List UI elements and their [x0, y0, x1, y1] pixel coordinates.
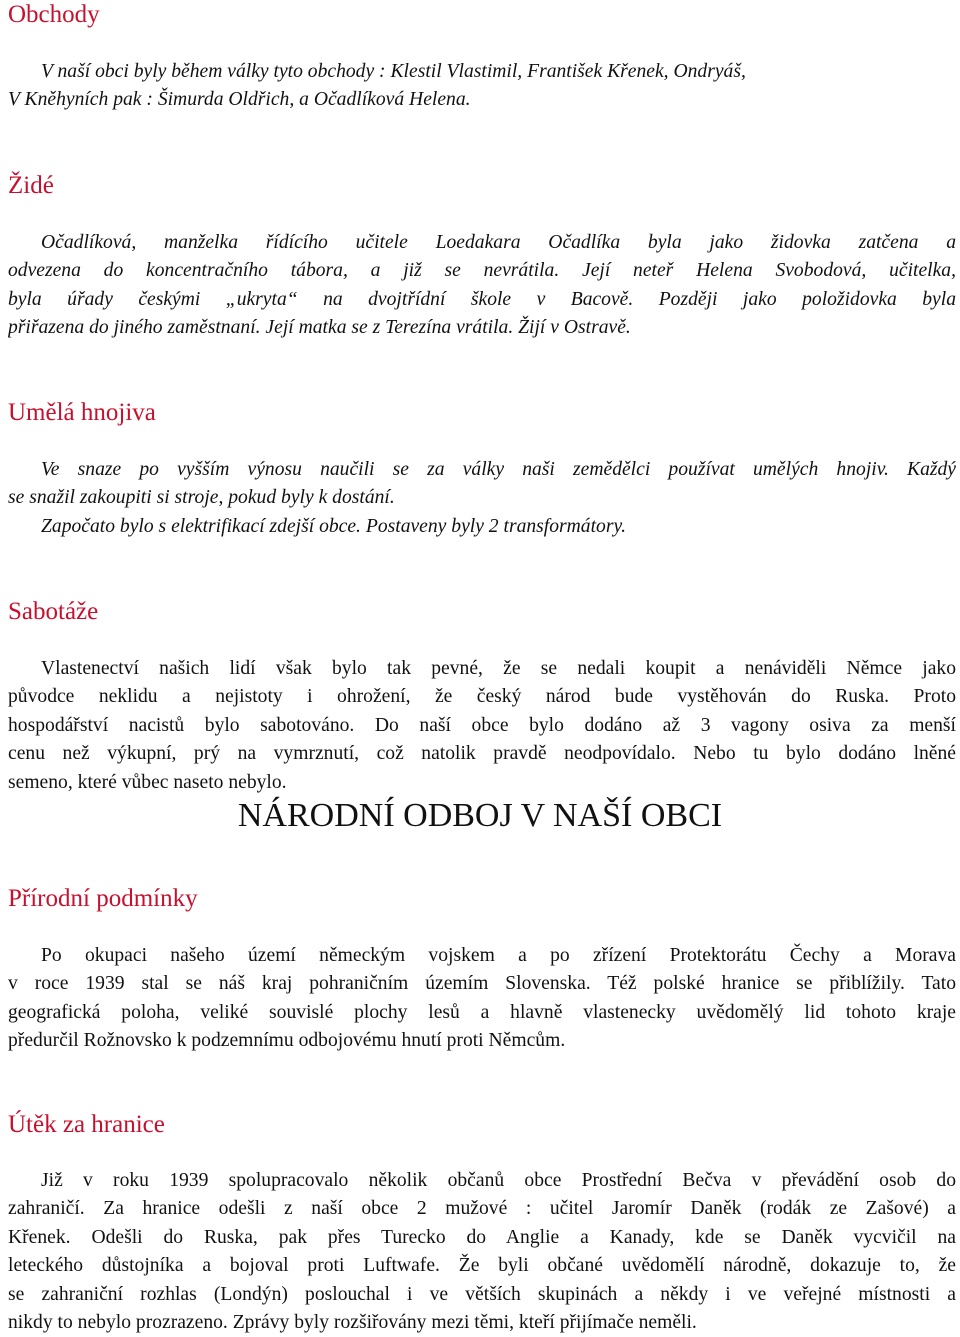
text-line: předurčil Rožnovsko k podzemnímu odbojovému hnutí proti Němcům.	[8, 1030, 566, 1052]
text-line: Po okupaci našeho území německým vojskem a po zřízení Protektorátu Čechy a Morava	[41, 945, 956, 966]
text-line: se zahraniční rozhlas (Londýn) poslouchal i ve větších skupinách a někdy i ve veřejné místnosti a	[8, 1283, 956, 1305]
text-line: Očadlíková, manželka řídícího učitele Loedakara Očadlíka byla jako židovka zatčena a	[41, 232, 956, 253]
heading-sabotaze: Sabotáže	[8, 598, 99, 625]
text-line: cenu než výkupní, prý na vymrznutí, což natolik pravdě neodpovídalo. Nebo tu bylo dodáno lněné	[8, 743, 956, 765]
heading-obchody: Obchody	[8, 1, 100, 28]
text-line: Křenek. Odešli do Ruska, pak přes Turecko do Anglie a Kanady, kde se Daněk vycvičil na	[8, 1226, 956, 1248]
text-line: v roce 1939 stal se náš kraj pohraničním územím Slovenska. Též polské hranice se přiblížily. Tato	[8, 973, 956, 995]
paragraph-obchody	[8, 58, 956, 115]
heading-podminky: Přírodní podmínky	[8, 885, 198, 912]
paragraph-zide	[8, 229, 956, 343]
text-line: hospodářství nacistů bylo sabotováno. Do naší obce bylo dodáno až 3 vagony osiva za menší	[8, 714, 956, 736]
text-line: Ve snaze po vyšším výnosu naučili se za války naši zemědělci používat umělých hnojiv. Každý	[41, 459, 956, 480]
text-line: geografická poloha, veliké souvislé plochy lesů a hlavně vlastenecky uvědomělý lid tohoto kraje	[8, 1001, 956, 1023]
text-line: V naší obci byly během války tyto obchody : Klestil Vlastimil, František Křenek, Ondryáš,	[41, 61, 746, 82]
paragraph-sabotaze	[8, 655, 956, 797]
text-line: Vlastenectví našich lidí však bylo tak pevné, že se nedali koupit a nenáviděli Němce jako	[41, 658, 956, 679]
paragraph-podminky	[8, 942, 956, 1056]
page-title: NÁRODNÍ ODBOJ V NAŠÍ OBCI	[237, 797, 723, 834]
paragraph-utek	[8, 1167, 956, 1337]
paragraph-hnojiva	[8, 456, 956, 541]
text-line: se snažil zakoupiti si stroje, pokud byly k dostání.	[8, 487, 395, 509]
text-line: původce neklidu a nejistoty i ohrožení, že český národ bude vystěhován do Ruska. Proto	[8, 686, 956, 708]
heading-hnojiva: Umělá hnojiva	[8, 399, 156, 426]
text-line: byla úřady českými „ukryta“ na dvojtřídní škole v Bacově. Později jako položidovka byla	[8, 288, 956, 310]
text-line: odvezena do koncentračního tábora, a již se nevrátila. Její neteř Helena Svobodová, učitelka,	[8, 260, 956, 282]
text-line: V Kněhyních pak : Šimurda Oldřich, a Očadlíková Helena.	[8, 89, 471, 111]
text-line: přiřazena do jiného zaměstnaní. Její matka se z Terezína vrátila. Žijí v Ostravě.	[8, 317, 631, 339]
text-line: semeno, které vůbec naseto nebylo.	[8, 771, 287, 793]
text-line: Již v roku 1939 spolupracovalo několik občanů obce Prostřední Bečva v převádění osob do	[41, 1170, 956, 1191]
text-line: nikdy to nebylo prozrazeno. Zprávy byly rozšiřovány mezi těmi, kteří přijímače neměli.	[8, 1311, 697, 1333]
text-line: Započato bylo s elektrifikací zdejší obce. Postaveny byly 2 transformátory.	[41, 515, 626, 537]
text-line: leteckého důstojníka a bojoval proti Luftwafe. Že byli občané uvědomělí národně, dokazuje to, že	[8, 1255, 956, 1277]
heading-utek: Útěk za hranice	[8, 1111, 165, 1138]
text-line: zahraničí. Za hranice odešli z naší obce 2 mužové : učitel Jaromír Daněk (rodák ze Zašové) a	[8, 1198, 956, 1220]
heading-zide: Židé	[8, 172, 54, 199]
